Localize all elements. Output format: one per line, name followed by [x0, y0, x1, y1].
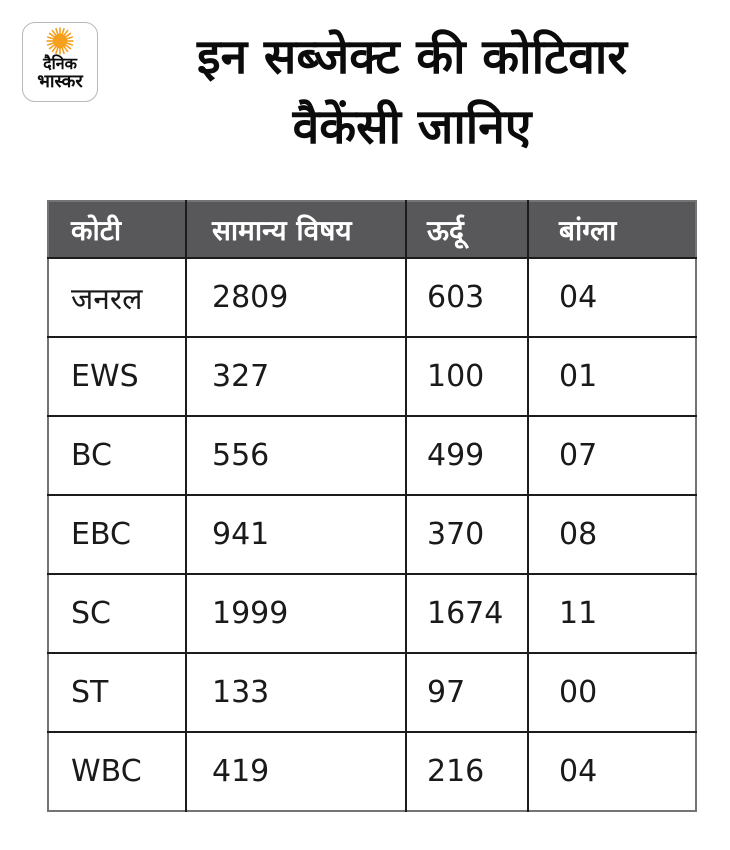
cell-general-subject: 1999 — [186, 574, 406, 653]
table-row — [48, 653, 696, 732]
vacancy-table-container — [47, 200, 695, 812]
column-header-urdu: ऊर्दू — [406, 201, 528, 258]
cell-category: EBC — [48, 495, 186, 574]
cell-bangla: 04 — [528, 258, 696, 337]
cell-urdu: 100 — [406, 337, 528, 416]
cell-urdu: 603 — [406, 258, 528, 337]
cell-urdu: 1674 — [406, 574, 528, 653]
table-row — [48, 495, 696, 574]
cell-category: ST — [48, 653, 186, 732]
page-title-line1: इन सब्जेक्ट की कोटिवार — [197, 29, 627, 85]
cell-bangla: 11 — [528, 574, 696, 653]
cell-general-subject: 941 — [186, 495, 406, 574]
page-title-line2: वैकेंसी जानिए — [292, 99, 532, 155]
masthead — [0, 0, 730, 158]
table-header-row — [48, 201, 696, 258]
column-header-general-subject: सामान्य विषय — [186, 201, 406, 258]
sunburst-icon — [45, 27, 75, 55]
cell-general-subject: 2809 — [186, 258, 406, 337]
dainik-bhaskar-logo — [22, 22, 98, 102]
cell-general-subject: 327 — [186, 337, 406, 416]
table-body — [48, 258, 696, 811]
table-row — [48, 337, 696, 416]
table-row — [48, 574, 696, 653]
cell-category: WBC — [48, 732, 186, 811]
cell-general-subject: 556 — [186, 416, 406, 495]
cell-general-subject: 419 — [186, 732, 406, 811]
logo-text-line2: भास्कर — [37, 71, 83, 92]
page-title — [98, 22, 730, 162]
table-row — [48, 416, 696, 495]
table-row — [48, 732, 696, 811]
vacancy-table — [47, 200, 697, 812]
cell-category: EWS — [48, 337, 186, 416]
cell-urdu: 97 — [406, 653, 528, 732]
cell-bangla: 01 — [528, 337, 696, 416]
column-header-bangla: बांग्ला — [528, 201, 696, 258]
table-row — [48, 258, 696, 337]
cell-bangla: 04 — [559, 754, 598, 789]
cell-urdu: 370 — [406, 495, 528, 574]
cell-category: जनरल — [48, 258, 186, 337]
logo-text-line1: दैनिक — [43, 54, 77, 73]
cell-bangla: 08 — [528, 495, 696, 574]
cell-bangla: 00 — [528, 653, 696, 732]
cell-bangla: 07 — [528, 416, 696, 495]
cell-general-subject: 133 — [186, 653, 406, 732]
cell-category: SC — [48, 574, 186, 653]
cell-category: BC — [48, 416, 186, 495]
cell-urdu: 216 — [406, 732, 528, 811]
cell-urdu: 499 — [406, 416, 528, 495]
column-header-category: कोटी — [48, 201, 186, 258]
table-header — [48, 201, 696, 258]
